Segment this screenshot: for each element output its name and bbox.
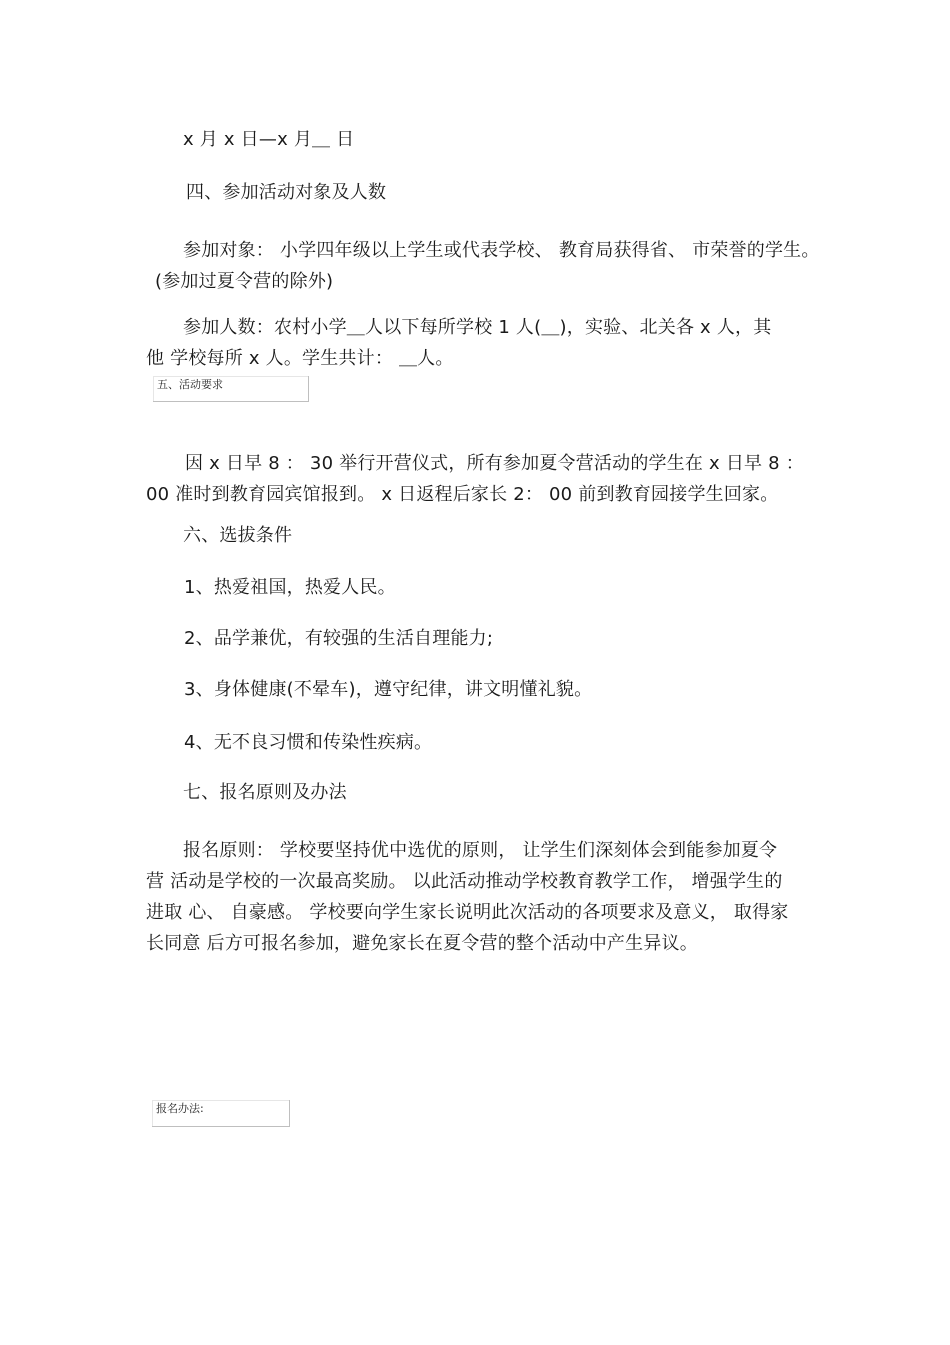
section-4-title: 四、参加活动对象及人数 xyxy=(186,182,387,203)
participant-count-line-2: 他 学校每所 x 人。学生共计： ＿人。 xyxy=(146,348,454,369)
section-7-title: 七、报名原则及办法 xyxy=(183,782,347,803)
signup-method-label: 报名办法: xyxy=(156,1102,204,1115)
principle-line-3: 进取 心、 自豪感。 学校要向学生家长说明此次活动的各项要求及意义， 取得家 xyxy=(146,902,789,923)
section-6-title: 六、选拔条件 xyxy=(183,525,293,546)
date-range: x 月 x 日—x 月＿ 日 xyxy=(183,129,355,150)
condition-4: 4、无不良习惯和传染性疾病。 xyxy=(184,732,433,753)
participant-count-line-1: 参加人数：农村小学＿人以下每所学校 1 人(＿)，实验、北关各 x 人，其 xyxy=(183,317,772,338)
schedule-line-1: 因 x 日早 8 ： 30 举行开营仪式，所有参加夏令营活动的学生在 x 日早 8 ： xyxy=(185,453,804,474)
section-5-title-box xyxy=(153,376,309,402)
participants-text-line-2: (参加过夏令营的除外) xyxy=(155,271,334,292)
schedule-line-2: 00 准时到教育园宾馆报到。 x 日返程后家长 2： 00 前到教育园接学生回家。 xyxy=(146,484,779,505)
principle-line-1: 报名原则： 学校要坚持优中选优的原则， 让学生们深刻体会到能参加夏令 xyxy=(183,840,778,861)
principle-line-2: 营 活动是学校的一次最高奖励。 以此活动推动学校教育教学工作， 增强学生的 xyxy=(146,871,783,892)
participants-text-line-1: 参加对象： 小学四年级以上学生或代表学校、 教育局获得省、 市荣誉的学生。 xyxy=(183,240,820,261)
condition-1: 1、热爱祖国，热爱人民。 xyxy=(184,577,396,598)
section-5-title: 五、活动要求 xyxy=(157,378,223,391)
condition-2: 2、品学兼优，有较强的生活自理能力; xyxy=(184,628,494,649)
condition-3: 3、身体健康(不晕车)，遵守纪律，讲文明懂礼貌。 xyxy=(184,679,593,700)
signup-method-box xyxy=(152,1100,290,1127)
principle-line-4: 长同意 后方可报名参加，避免家长在夏令营的整个活动中产生异议。 xyxy=(146,933,698,954)
